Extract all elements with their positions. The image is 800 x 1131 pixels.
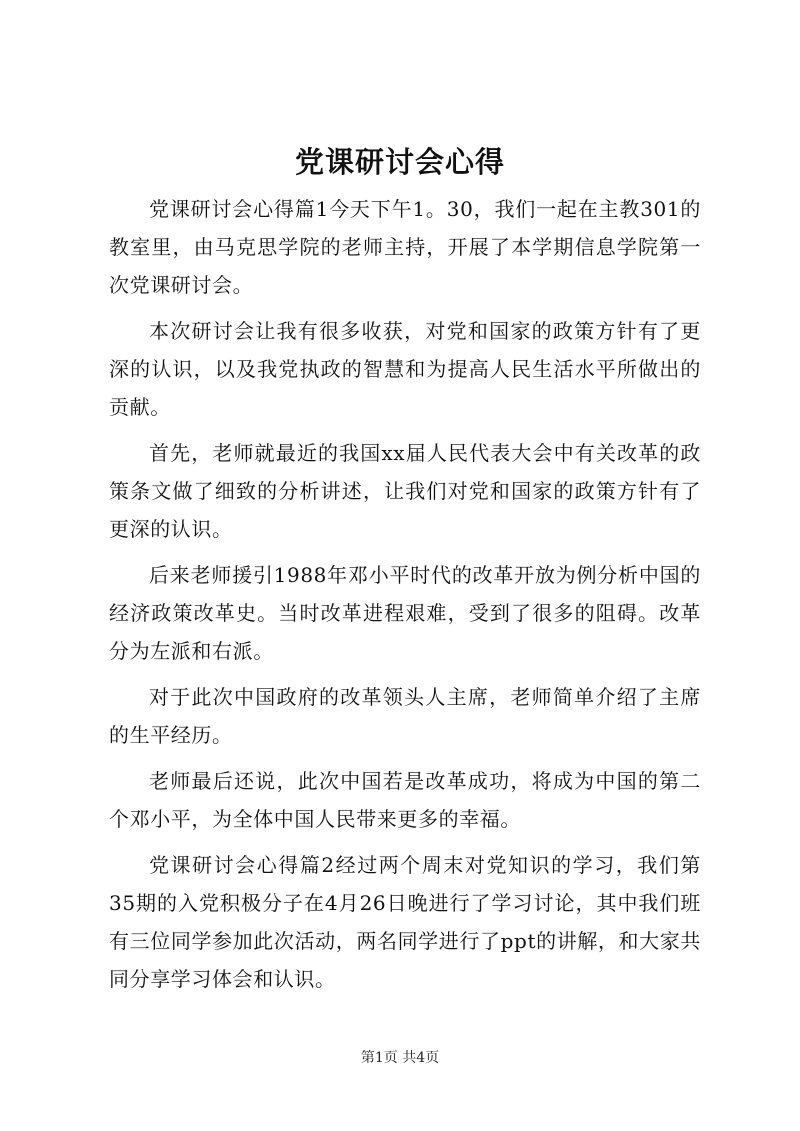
paragraph-1: 党课研讨会心得篇1今天下午1。30，我们一起在主教301的教室里，由马克思学院的老师主持，开展了本学期信息学院第一次党课研讨会。 [109, 197, 701, 297]
paragraph-4: 后来老师援引1988年邓小平时代的改革开放为例分析中国的经济政策改革史。当时改革进程艰难，受到了很多的阻碍。改革分为左派和右派。 [109, 563, 701, 663]
paragraph-5: 对于此次中国政府的改革领头人主席，老师简单介绍了主席的生平经历。 [109, 685, 701, 747]
paragraph-7: 党课研讨会心得篇2经过两个周末对党知识的学习，我们第35期的入党积极分子在4月26日晚进行了学习讨论，其中我们班有三位同学参加此次活动，两名同学进行了ppt的讲解，和大家共同分享学习体会和认识。 [109, 853, 701, 991]
document-body [109, 190, 701, 1006]
paragraph-3: 首先，老师就最近的我国xx届人民代表大会中有关改革的政策条文做了细致的分析讲述，让我们对党和国家的政策方针有了更深的认识。 [109, 441, 701, 541]
paragraph-2: 本次研讨会让我有很多收获，对党和国家的政策方针有了更深的认识，以及我党执政的智慧和为提高人民生活水平所做出的贡献。 [109, 319, 701, 419]
page-number-footer: 第1页 共4页 [360, 1050, 440, 1066]
page-title: 党课研讨会心得 [294, 145, 505, 179]
paragraph-6: 老师最后还说，此次中国若是改革成功，将成为中国的第二个邓小平，为全体中国人民带来更多的幸福。 [109, 769, 701, 831]
